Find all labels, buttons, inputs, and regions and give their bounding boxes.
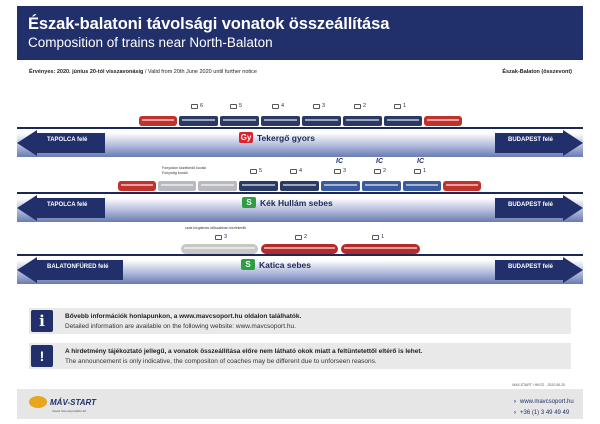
header-banner [17, 6, 583, 60]
dmu-unit [341, 244, 420, 254]
arrow-left-icon [17, 257, 37, 283]
express-icon: Gy [240, 133, 252, 142]
warning-icon: ! [31, 345, 53, 367]
page-subtitle: Composition of trains near North-Balaton [28, 35, 273, 50]
locomotive [139, 116, 177, 126]
coach [158, 181, 196, 191]
phone-number: › +36 (1) 3 49 49 49 [514, 410, 570, 416]
chevron-right-icon: › [514, 410, 516, 416]
region-label: Észak-Balaton (összevont) [502, 69, 572, 75]
track-band-tekergo [17, 127, 583, 157]
train-note: Fonyódon közlekedő kocsik Fonyódig kocsik [162, 166, 207, 175]
car-number: 5 [250, 168, 262, 174]
car-number: 5 [230, 103, 242, 109]
info-text-en: Detailed information are available on the following website: www.mavcsoport.hu. [65, 323, 296, 330]
ic-logo-icon: IC [417, 158, 424, 165]
car-number: 1 [394, 103, 406, 109]
car-number: 2 [374, 168, 386, 174]
footer [17, 389, 583, 419]
coach [220, 116, 259, 126]
mav-start-logo: MÁV-START [29, 396, 96, 408]
coach [321, 181, 360, 191]
train-note: csak forgalmas időszakban közlekedik [185, 226, 247, 230]
contact-info [514, 397, 574, 419]
logo-subtitle: Vasúti Személyszállító Zrt. [52, 409, 88, 413]
car-number: 3 [334, 168, 346, 174]
direction-right: BUDAPEST felé [507, 264, 553, 270]
validity-note: Érvényes: 2020. június 20-tól visszavonásig / Valid from 20th June 2020 until further notice [29, 69, 257, 75]
document-number: MAV-START / HK/22 - 2020.06.20 [512, 383, 565, 387]
direction-left: TAPOLCA felé [47, 137, 88, 143]
coach [403, 181, 441, 191]
info-text-hu: Bővebb információk honlapunkon, a www.mavcsoport.hu oldalon találhatók. [65, 313, 302, 320]
arrow-right-icon [563, 195, 583, 221]
arrow-left-icon [17, 195, 37, 221]
coach [343, 116, 382, 126]
warning-box [29, 343, 571, 369]
ic-logo-icon: IC [376, 158, 383, 165]
car-number: 3 [215, 234, 227, 240]
locomotive [118, 181, 156, 191]
car-number: 4 [290, 168, 302, 174]
arrow-right-icon [563, 257, 583, 283]
coach [198, 181, 237, 191]
car-number: 3 [313, 103, 325, 109]
coach [280, 181, 319, 191]
coach [384, 116, 422, 126]
dmu-unit [261, 244, 338, 254]
direction-left: BALATONFÜRED felé [47, 264, 109, 270]
warning-text-en: The announcement is only indicative, the compositon of coaches may be different due to unforseen reasons. [65, 358, 377, 365]
train-name: S Kék Hullám sebes [242, 197, 333, 208]
arrow-left-icon [17, 130, 37, 156]
train-name: Gy Tekergő gyors [240, 132, 315, 143]
chevron-right-icon: › [514, 399, 516, 405]
fast-train-icon: S [242, 197, 256, 208]
car-number: 2 [295, 234, 307, 240]
direction-right: BUDAPEST felé [507, 137, 553, 143]
track-band-kek-hullam [17, 192, 583, 222]
fast-train-icon: S [241, 259, 255, 270]
car-number: 1 [414, 168, 426, 174]
coach [302, 116, 341, 126]
warning-text-hu: A hirdetmény tájékoztató jellegű, a vonatok összeállítása előre nem látható okok miatt a feltüntetettől eltérő is lehet. [65, 348, 423, 355]
direction-left: TAPOLCA felé [47, 202, 88, 208]
locomotive [443, 181, 481, 191]
website-link[interactable]: › www.mavcsoport.hu [514, 399, 574, 405]
car-number: 1 [372, 234, 384, 240]
car-number: 4 [272, 103, 284, 109]
track-band-katica [17, 254, 583, 284]
train-name: S Katica sebes [241, 259, 311, 270]
info-icon: i [31, 310, 53, 332]
car-number: 2 [354, 103, 366, 109]
info-box [29, 308, 571, 334]
arrow-right-icon [563, 130, 583, 156]
coach [179, 116, 218, 126]
logo-mark-icon [29, 396, 47, 408]
locomotive [424, 116, 462, 126]
direction-right: BUDAPEST felé [507, 202, 553, 208]
coach [261, 116, 300, 126]
coach [239, 181, 278, 191]
ic-logo-icon: IC [336, 158, 343, 165]
dmu-unit [181, 244, 258, 254]
car-number: 6 [191, 103, 203, 109]
page-title: Észak-balatoni távolsági vonatok összeállítása [28, 15, 390, 33]
coach [362, 181, 401, 191]
